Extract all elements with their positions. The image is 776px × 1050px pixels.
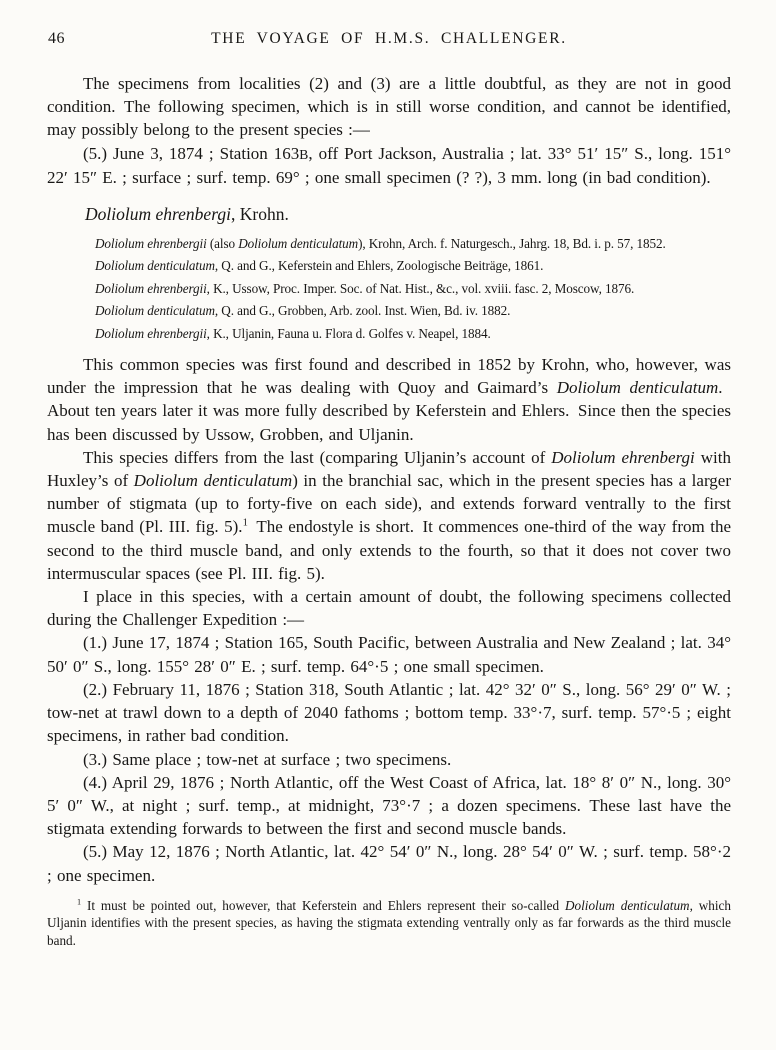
station-item-5: (5.) May 12, 1876 ; North Atlantic, lat. 42° 54′ 0″ N., long. 28° 54′ 0″ W. ; surf. temp. 58°·2 ; one specimen.	[47, 842, 731, 885]
synonymy-entry-4: Doliolum denticulatum, Q. and G., Grobben, Arb. zool. Inst. Wien, Bd. iv. 1882.	[95, 303, 511, 319]
paragraph-specimens-doubtful: The specimens from localities (2) and (3) are a little doubtful, as they are not in good condition. The following specimen, which is in still worse condition, and cannot be identified, may possibly belong to the present species :—	[47, 74, 731, 140]
page-number: 46	[48, 30, 65, 47]
paragraph-discovery-history: This common species was first found and described in 1852 by Krohn, who, however, was under the impression that he was dealing with Quoy and Gaimard’s Doliolum denticulatum. About ten years later it was more fully described by Keferstein and Ehlers. Since then the species has been discussed by Ussow, Grobben, and Uljanin.	[47, 355, 731, 444]
station-item-1: (1.) June 17, 1874 ; Station 165, South Pacific, between Australia and New Zealand ; lat. 34° 50′ 0″ S., long. 155° 28′ 0″ E. ; surf. temp. 64°·5 ; one small specimen.	[47, 633, 731, 676]
paragraph-species-differences: This species differs from the last (comparing Uljanin’s account of Doliolum ehrenbergi with Huxley’s of Doliolum denticulatum) in the branchial sac, which in the present species has a larger number of stigmata (up to forty-five on each side), and extends forward ventrally to the first muscle band (Pl. III. fig. 5).$^1$ The endostyle is short. It commences one-third of the way from the second to the third muscle band, and only extends to the fourth, so that it does not cover two intermuscular spaces (see Pl. III. fig. 5).	[47, 447, 732, 583]
station-item-2: (2.) February 11, 1876 ; Station 318, South Atlantic ; lat. 42° 32′ 0″ S., long. 56° 29′ 0″ W. ; tow-net at trawl down to a depth of 2040 fathoms ; bottom temp. 33°·7, surf. temp. 57°·5 ; eight specimens, in rather bad condition.	[47, 679, 731, 746]
running-title: THE VOYAGE OF H.M.S. CHALLENGER.	[211, 30, 567, 47]
page-body	[47, 72, 731, 950]
synonymy-entry-2: Doliolum denticulatum, Q. and G., Keferstein and Ehlers, Zoologische Beiträge, 1861.	[95, 258, 544, 274]
footnote: $^1$ It must be pointed out, however, that Keferstein and Ehlers represent their so-called Doliolum denticulatum, which Uljanin identifies with the present species, as having the stigmata extending ventrally only as far forwards as the third muscle band.	[47, 897, 731, 948]
station-item-4: (4.) April 29, 1876 ; North Atlantic, off the West Coast of Africa, lat. 18° 8′ 0″ N., long. 30° 5′ 0″ W., at night ; surf. temp., at midnight, 73°·7 ; a dozen specimens. These last have the stigmata extending forwards to between the first and second muscle bands.	[47, 772, 731, 839]
species-heading: Doliolum ehrenbergi, Krohn.	[85, 204, 289, 225]
synonymy-entry-3: Doliolum ehrenbergii, K., Ussow, Proc. Imper. Soc. of Nat. Hist., &c., vol. xviii. fasc. 2, Moscow, 1876.	[95, 280, 635, 296]
synonymy-entry-1: Doliolum ehrenbergii (also Doliolum denticulatum), Krohn, Arch. f. Naturgesch., Jahrg. 18, Bd. i. p. 57, 1852.	[95, 236, 666, 252]
station-item-3: (3.) Same place ; tow-net at surface ; two specimens.	[83, 749, 452, 769]
paragraph-station-163b: (5.) June 3, 1874 ; Station 163B, off Port Jackson, Australia ; lat. 33° 51′ 15″ S., long. 151° 22′ 15″ E. ; surface ; surf. temp. 69° ; one small specimen (? ?), 3 mm. long (in bad condition).	[47, 143, 731, 187]
paragraph-challenger-specimens-intro: I place in this species, with a certain amount of doubt, the following specimens collected during the Challenger Expedition :—	[47, 587, 731, 630]
synonymy-list	[95, 233, 731, 345]
synonymy-entry-5: Doliolum ehrenbergii, K., Uljanin, Fauna u. Flora d. Golfes v. Neapel, 1884.	[95, 325, 491, 341]
page-header	[47, 30, 731, 50]
